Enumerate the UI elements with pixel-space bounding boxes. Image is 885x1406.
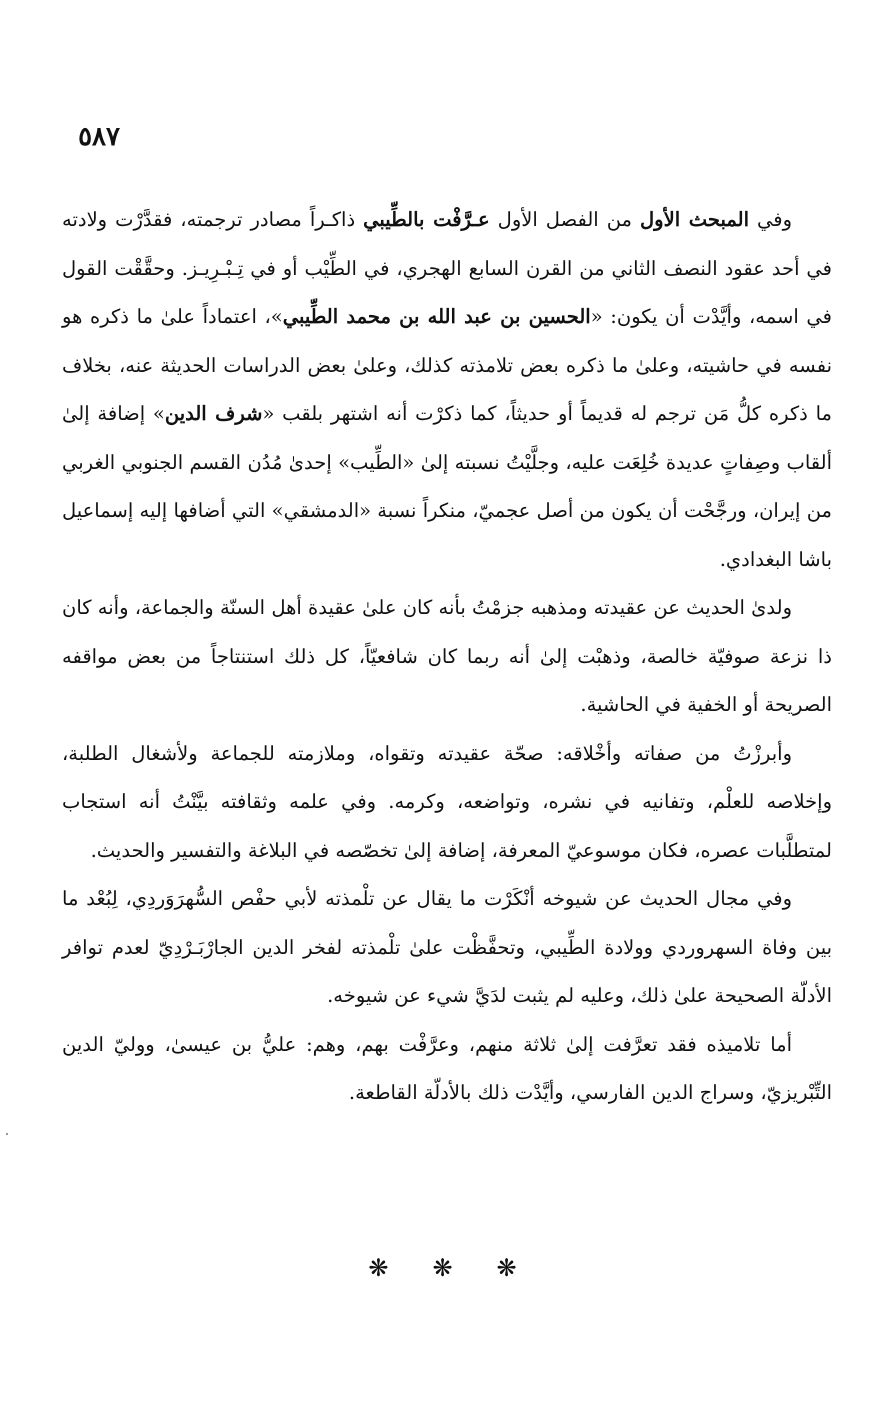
paragraph-character	[62, 730, 832, 876]
text-segment: وفي مجال الحديث عن شيوخه أنْكَرْت ما يقال عن تلْمذته لأبي حفْص السُّهرَوَردِي، لِبُعْد ما بين وفاة السهروردي وولادة الطِّيبي، وتحفَّظْت علىٰ تلْمذته لفخر الدين الجارْبَـرْدِيّ لعدم توافر الأدلّة الصحيحة علىٰ ذلك، وعليه لم يثبت لدَيَّ شيء عن شيوخه.	[62, 887, 832, 1007]
paragraph-creed	[62, 584, 832, 730]
paragraph-students	[62, 1021, 832, 1118]
bold-term: شرف الدين	[164, 402, 263, 425]
asterism-icon: ❋	[368, 1254, 389, 1282]
text-segment: ولدىٰ الحديث عن عقيدته ومذهبه جزمْتُ بأنه كان علىٰ عقيدة أهل السنّة والجماعة، وأنه كان ذا نزعة صوفيّة خالصة، وذهبْت إلىٰ أنه ربما كان شافعيّاً، كل ذلك استنتاجاً من بعض مواقفه الصريحة أو الخفية في الحاشية.	[62, 596, 832, 716]
text-segment: وفي	[749, 208, 792, 231]
paragraph-teachers	[62, 875, 832, 1021]
bold-term: المبحث الأول	[640, 208, 749, 231]
margin-speck	[6, 1133, 8, 1135]
text-segment: وأبرزْتُ من صفاته وأخْلاقه: صحّة عقيدته وتقواه، وملازمته للجماعة ولأشغال الطلبة، وإخلاصه للعلْم، وتفانيه في نشره، وتواضعه، وكرمه. وفي علمه وثقافته بيَّنْتُ أنه استجاب لمتطلَّبات عصره، فكان موسوعيّ المعرفة، إضافة إلىٰ تخصّصه في البلاغة والتفسير والحديث.	[62, 741, 832, 862]
asterism-icon: ❋	[432, 1254, 453, 1282]
section-separator	[0, 1254, 885, 1282]
text-segment: من الفصل الأول	[489, 208, 641, 231]
text-segment: أما تلاميذه فقد تعرَّفت إلىٰ ثلاثة منهم، وعرَّفْت بهم، وهم: عليُّ بن عيسىٰ، ووليّ الدين التِّبْريزيّ، وسراج الدين الفارسي، وأيَّدْت ذلك بالأدلّة القاطعة.	[62, 1032, 832, 1104]
text-segment: ذاكـراً مصادر ترجمته، فقدَّرْت ولادته في أحد عقود النصف الثاني من القرن السابع الهجري، في الطِّيْب أو في تِـبْـرِيـز. وحقَّقْت القول في اسمه، وأيَّدْت أن يكون: «	[62, 208, 832, 328]
bold-term: الحسين بن عبد الله بن محمد الطِّيبي	[282, 305, 591, 328]
text-segment: » إضافة إلىٰ ألقاب وصِفاتٍ عديدة خُلِعَت عليه، وجلَّيْتُ نسبته إلىٰ «الطِّيب» إحدىٰ مُدُن القسم الجنوبي الغربي من إيران، ورجَّحْت أن يكون من أصل عجميّ، منكراً نسبة «الدمشقي» التي أضافها إليه إسماعيل باشا البغدادي.	[62, 402, 832, 571]
page-number: ٥٨٧	[78, 122, 120, 152]
text-segment: »، اعتماداً علىٰ ما ذكره هو نفسه في حاشيته، وعلىٰ ما ذكره بعض تلامذته كذلك، وعلىٰ بعض الدراسات الحديثة عنه، بخلاف ما ذكره كلُّ مَن ترجم له قديماً أو حديثاً، كما ذكرْت أنه اشتهر بلقب «	[62, 305, 832, 425]
bold-term: عـرَّفْت بالطِّيبي	[363, 208, 490, 231]
paragraph-biography	[62, 196, 832, 584]
body-text	[62, 196, 832, 1118]
asterism-icon: ❋	[496, 1254, 517, 1282]
